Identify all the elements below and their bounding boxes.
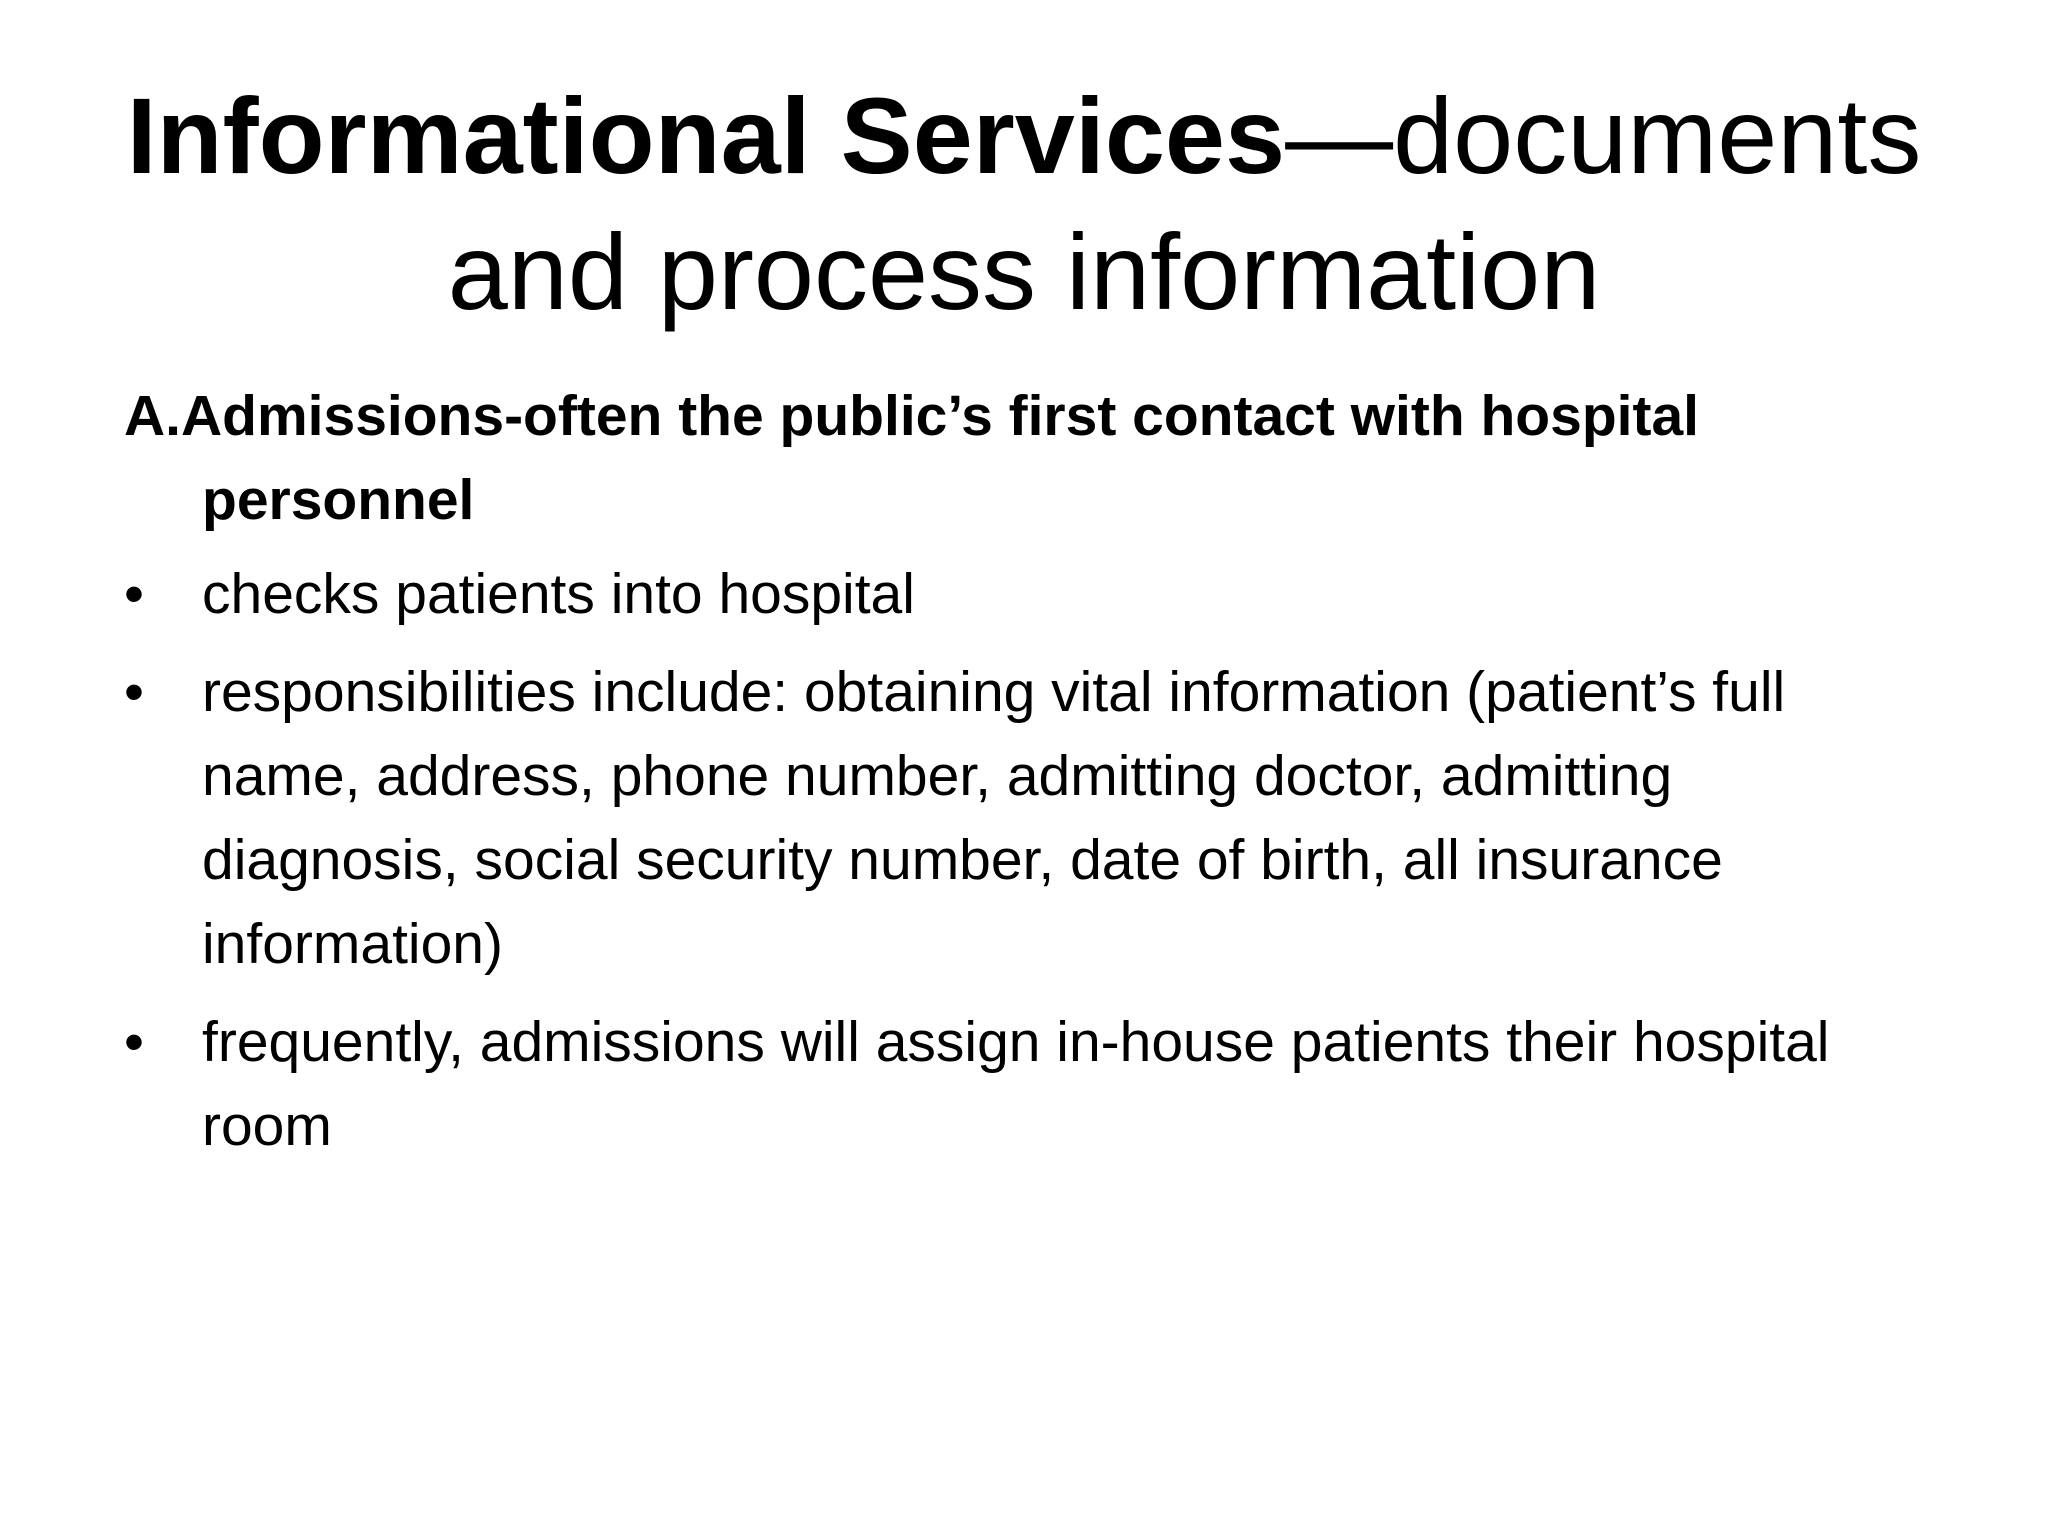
bullet-icon: • xyxy=(124,562,144,626)
bullet-text: responsibilities include: obtaining vital information (patient’s full name, address, phone number, admitting doctor, admitting diagnosis, social security number, date of birth, all insurance information) xyxy=(202,660,1786,976)
bullet-item xyxy=(124,650,1944,986)
slide-title-rest: —documents and process information xyxy=(447,75,1922,332)
bullet-icon: • xyxy=(124,660,144,724)
bullet-item xyxy=(124,552,1944,636)
bullet-text: frequently, admissions will assign in-house patients their hospital room xyxy=(202,1010,1830,1158)
bullet-icon: • xyxy=(124,1010,144,1074)
bullet-item xyxy=(124,1000,1944,1168)
bullet-text: checks patients into hospital xyxy=(202,562,915,626)
section-heading: A.Admissions-often the public’s first contact with hospital personnel xyxy=(124,384,1699,532)
slide-title-bold: Informational Services xyxy=(126,75,1286,196)
slide-body xyxy=(124,374,1944,1182)
slide-title xyxy=(120,68,1928,340)
